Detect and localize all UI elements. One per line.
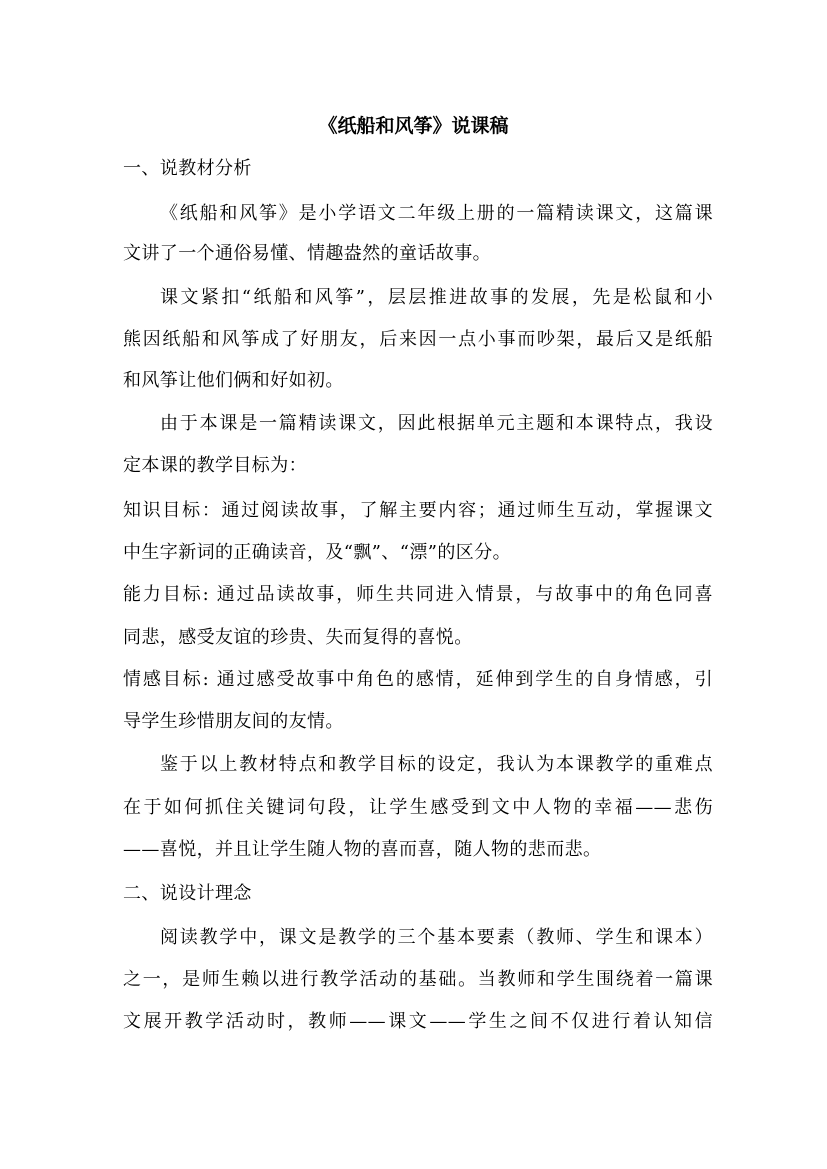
objective-knowledge-line: 知识目标：通过阅读故事，了解主要内容；通过师生互动，掌握课文	[123, 500, 713, 521]
paragraph-line: 鉴于以上教材特点和教学目标的设定，我认为本课教学的重难点	[160, 754, 713, 775]
section-heading-1: 一、说教材分析	[123, 158, 252, 179]
document-title: 《纸船和风筝》说课稿	[318, 115, 509, 137]
paragraph-line: 阅读教学中，课文是教学的三个基本要素（教师、学生和课本）	[160, 927, 713, 948]
objective-ability-line: 能力目标: 通过品读故事，师生共同进入情景，与故事中的角色同喜	[123, 584, 713, 605]
paragraph-line: 课文紧扣“纸船和风筝”，层层推进故事的发展，先是松鼠和小	[160, 287, 713, 308]
paragraph-line: 定本课的教学目标为：	[123, 455, 307, 476]
paragraph-line: ——喜悦，并且让学生随人物的喜而喜，随人物的悲而悲。	[123, 839, 602, 860]
paragraph-line: 文讲了一个通俗易懂、情趣盎然的童话故事。	[123, 243, 491, 264]
paragraph-line: 之一，是师生赖以进行教学活动的基础。当教师和学生围绕着一篇课	[123, 969, 713, 990]
section-heading-2: 二、说设计理念	[123, 883, 252, 904]
paragraph-line: 和风筝让他们俩和好如初。	[123, 370, 344, 391]
paragraph-line: 文展开教学活动时，教师——课文——学生之间不仅进行着认知信	[123, 1011, 713, 1032]
paragraph-line: 在于如何抓住关键词句段，让学生感受到文中人物的幸福——悲伤	[123, 797, 713, 818]
paragraph-line: 熊因纸船和风筝成了好朋友，后来因一点小事而吵架，最后又是纸船	[123, 329, 713, 350]
paragraph-line: 《纸船和风筝》是小学语文二年级上册的一篇精读课文，这篇课	[160, 203, 713, 224]
objective-knowledge-line: 中生字新词的正确读音，及“飘”、“漂”的区分。	[123, 542, 512, 563]
objective-emotion-line: 导学生珍惜朋友间的友情。	[123, 711, 344, 732]
objective-ability-line: 同悲，感受友谊的珍贵、失而复得的喜悦。	[123, 627, 473, 648]
paragraph-line: 由于本课是一篇精读课文，因此根据单元主题和本课特点，我设	[160, 413, 713, 434]
objective-emotion-line: 情感目标: 通过感受故事中角色的感情，延伸到学生的自身情感，引	[123, 669, 713, 690]
